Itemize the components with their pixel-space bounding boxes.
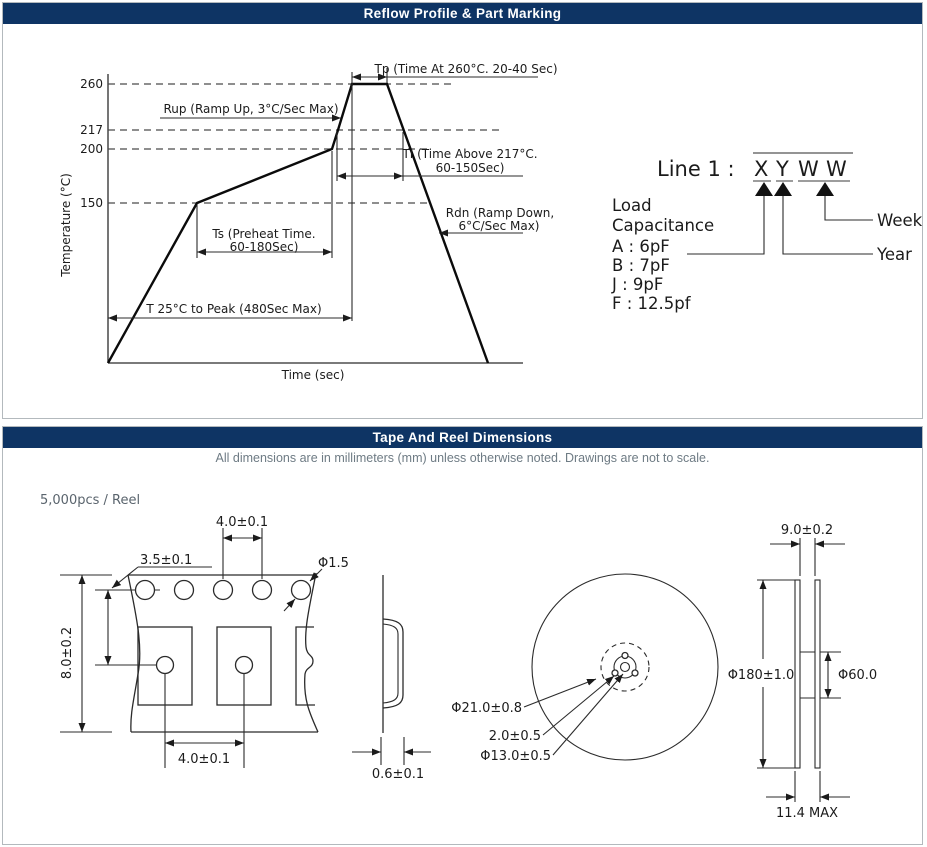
overall-width-value: 11.4 MAX	[775, 806, 839, 821]
reflow-chart	[59, 62, 558, 382]
dimension-reel-diameter	[728, 580, 795, 768]
label-tp: Tp (Time At 260°C. 20-40 Sec)	[374, 62, 558, 76]
label-rdn-1: Rdn (Ramp Down,	[445, 206, 555, 220]
label-ti-2: 60-150Sec)	[435, 161, 505, 175]
marking-arrows	[755, 182, 834, 196]
pocket-2-center-hole	[236, 657, 253, 674]
y-axis-label: Temperature (°C)	[59, 173, 73, 277]
dimension-inner-width	[770, 523, 845, 576]
reel-flange-circle	[532, 574, 718, 760]
label-ts-2: 60-180Sec)	[229, 240, 299, 254]
label-ti-1: TI (Time Above 217°C.	[402, 147, 538, 161]
y-tick-217: 217	[80, 123, 103, 137]
reel-front-view	[451, 574, 718, 764]
arrow-under-x	[755, 182, 773, 196]
pocket-1-center-hole	[157, 657, 174, 674]
sprocket-pitch-value: 4.0±0.1	[215, 515, 269, 530]
load-cap-option-b: B : 7pF	[612, 256, 670, 275]
marking-char-w1: W	[798, 157, 819, 181]
reel-side-view	[728, 523, 878, 821]
hub-center-hole	[621, 663, 630, 672]
y-tick-260: 260	[80, 77, 103, 91]
key-slot-value: 2.0±0.5	[488, 729, 541, 744]
load-cap-option-f: F : 12.5pf	[612, 294, 691, 313]
year-label: Year	[877, 245, 912, 264]
load-cap-option-j: J : 9pF	[612, 275, 664, 294]
sprocket-hole-diameter-value: Φ1.5	[318, 556, 349, 571]
edge-distance-value: 3.5±0.1	[140, 553, 193, 568]
inner-width-value: 9.0±0.2	[780, 523, 834, 538]
hub-notch-top	[622, 653, 628, 659]
marking-char-y: Y	[776, 157, 789, 181]
tape-thickness-value: 0.6±0.1	[371, 767, 425, 782]
dimension-sprocket-pitch	[216, 515, 268, 579]
dimension-tape-width	[60, 575, 112, 732]
tape-cross-section	[352, 575, 431, 782]
tape-width-value: 8.0±0.2	[60, 626, 75, 680]
reel-diameter-value: Φ180±1.0	[727, 668, 795, 683]
dimension-overall-width	[766, 771, 850, 821]
dimensions-note: All dimensions are in millimeters (mm) unless otherwise noted. Drawings are not to scale.	[215, 451, 710, 465]
tape-reel-section-header: Tape And Reel Dimensions	[3, 427, 922, 448]
x-axis-label: Time (sec)	[281, 368, 345, 382]
arrow-under-ww	[816, 182, 834, 196]
y-tick-200: 200	[80, 142, 103, 156]
hub-notch-right	[632, 670, 638, 676]
label-ts-1: Ts (Preheat Time.	[212, 227, 316, 241]
part-marking-diagram	[611, 153, 923, 313]
hub-diameter-value: Φ60.0	[838, 668, 878, 683]
reel-quantity: 5,000pcs / Reel	[40, 493, 141, 508]
dimension-hub-diameter	[820, 652, 877, 698]
chart-text	[59, 62, 558, 382]
label-t-peak: T 25°C to Peak (480Sec Max)	[146, 302, 322, 316]
reflow-section-header: Reflow Profile & Part Marking	[3, 3, 922, 24]
hub-edges	[800, 652, 815, 698]
y-tick-150: 150	[80, 196, 103, 210]
marking-leader-lines	[687, 196, 873, 254]
load-capacitance-line2: Capacitance	[612, 216, 715, 235]
marking-char-x: X	[754, 157, 769, 181]
right-flange	[815, 580, 820, 768]
hub-ring-dashed-circle	[601, 643, 649, 691]
label-rup: Rup (Ramp Up, 3°C/Sec Max)	[163, 102, 339, 116]
hub-notch-left	[612, 670, 618, 676]
dimension-tape-thickness	[352, 737, 431, 782]
label-rdn-2: 6°C/Sec Max)	[458, 219, 540, 233]
pocket-pitch-value: 4.0±0.1	[177, 752, 231, 767]
dimension-pocket-pitch	[165, 743, 244, 767]
load-cap-option-a: A : 6pF	[612, 237, 670, 256]
arrow-under-y	[774, 182, 792, 196]
load-capacitance-line1: Load	[612, 196, 652, 215]
week-label: Week	[877, 211, 923, 230]
reflow-temperature-curve	[108, 84, 488, 363]
marking-line1-label: Line 1 :	[657, 157, 735, 181]
hub-ring-diameter-value: Φ21.0±0.8	[451, 701, 522, 716]
tape-top-view	[60, 515, 349, 768]
dimension-edge-distance	[112, 553, 212, 588]
left-flange	[795, 580, 800, 768]
center-hole-diameter-value: Φ13.0±0.5	[480, 749, 551, 764]
marking-char-w2: W	[826, 157, 847, 181]
